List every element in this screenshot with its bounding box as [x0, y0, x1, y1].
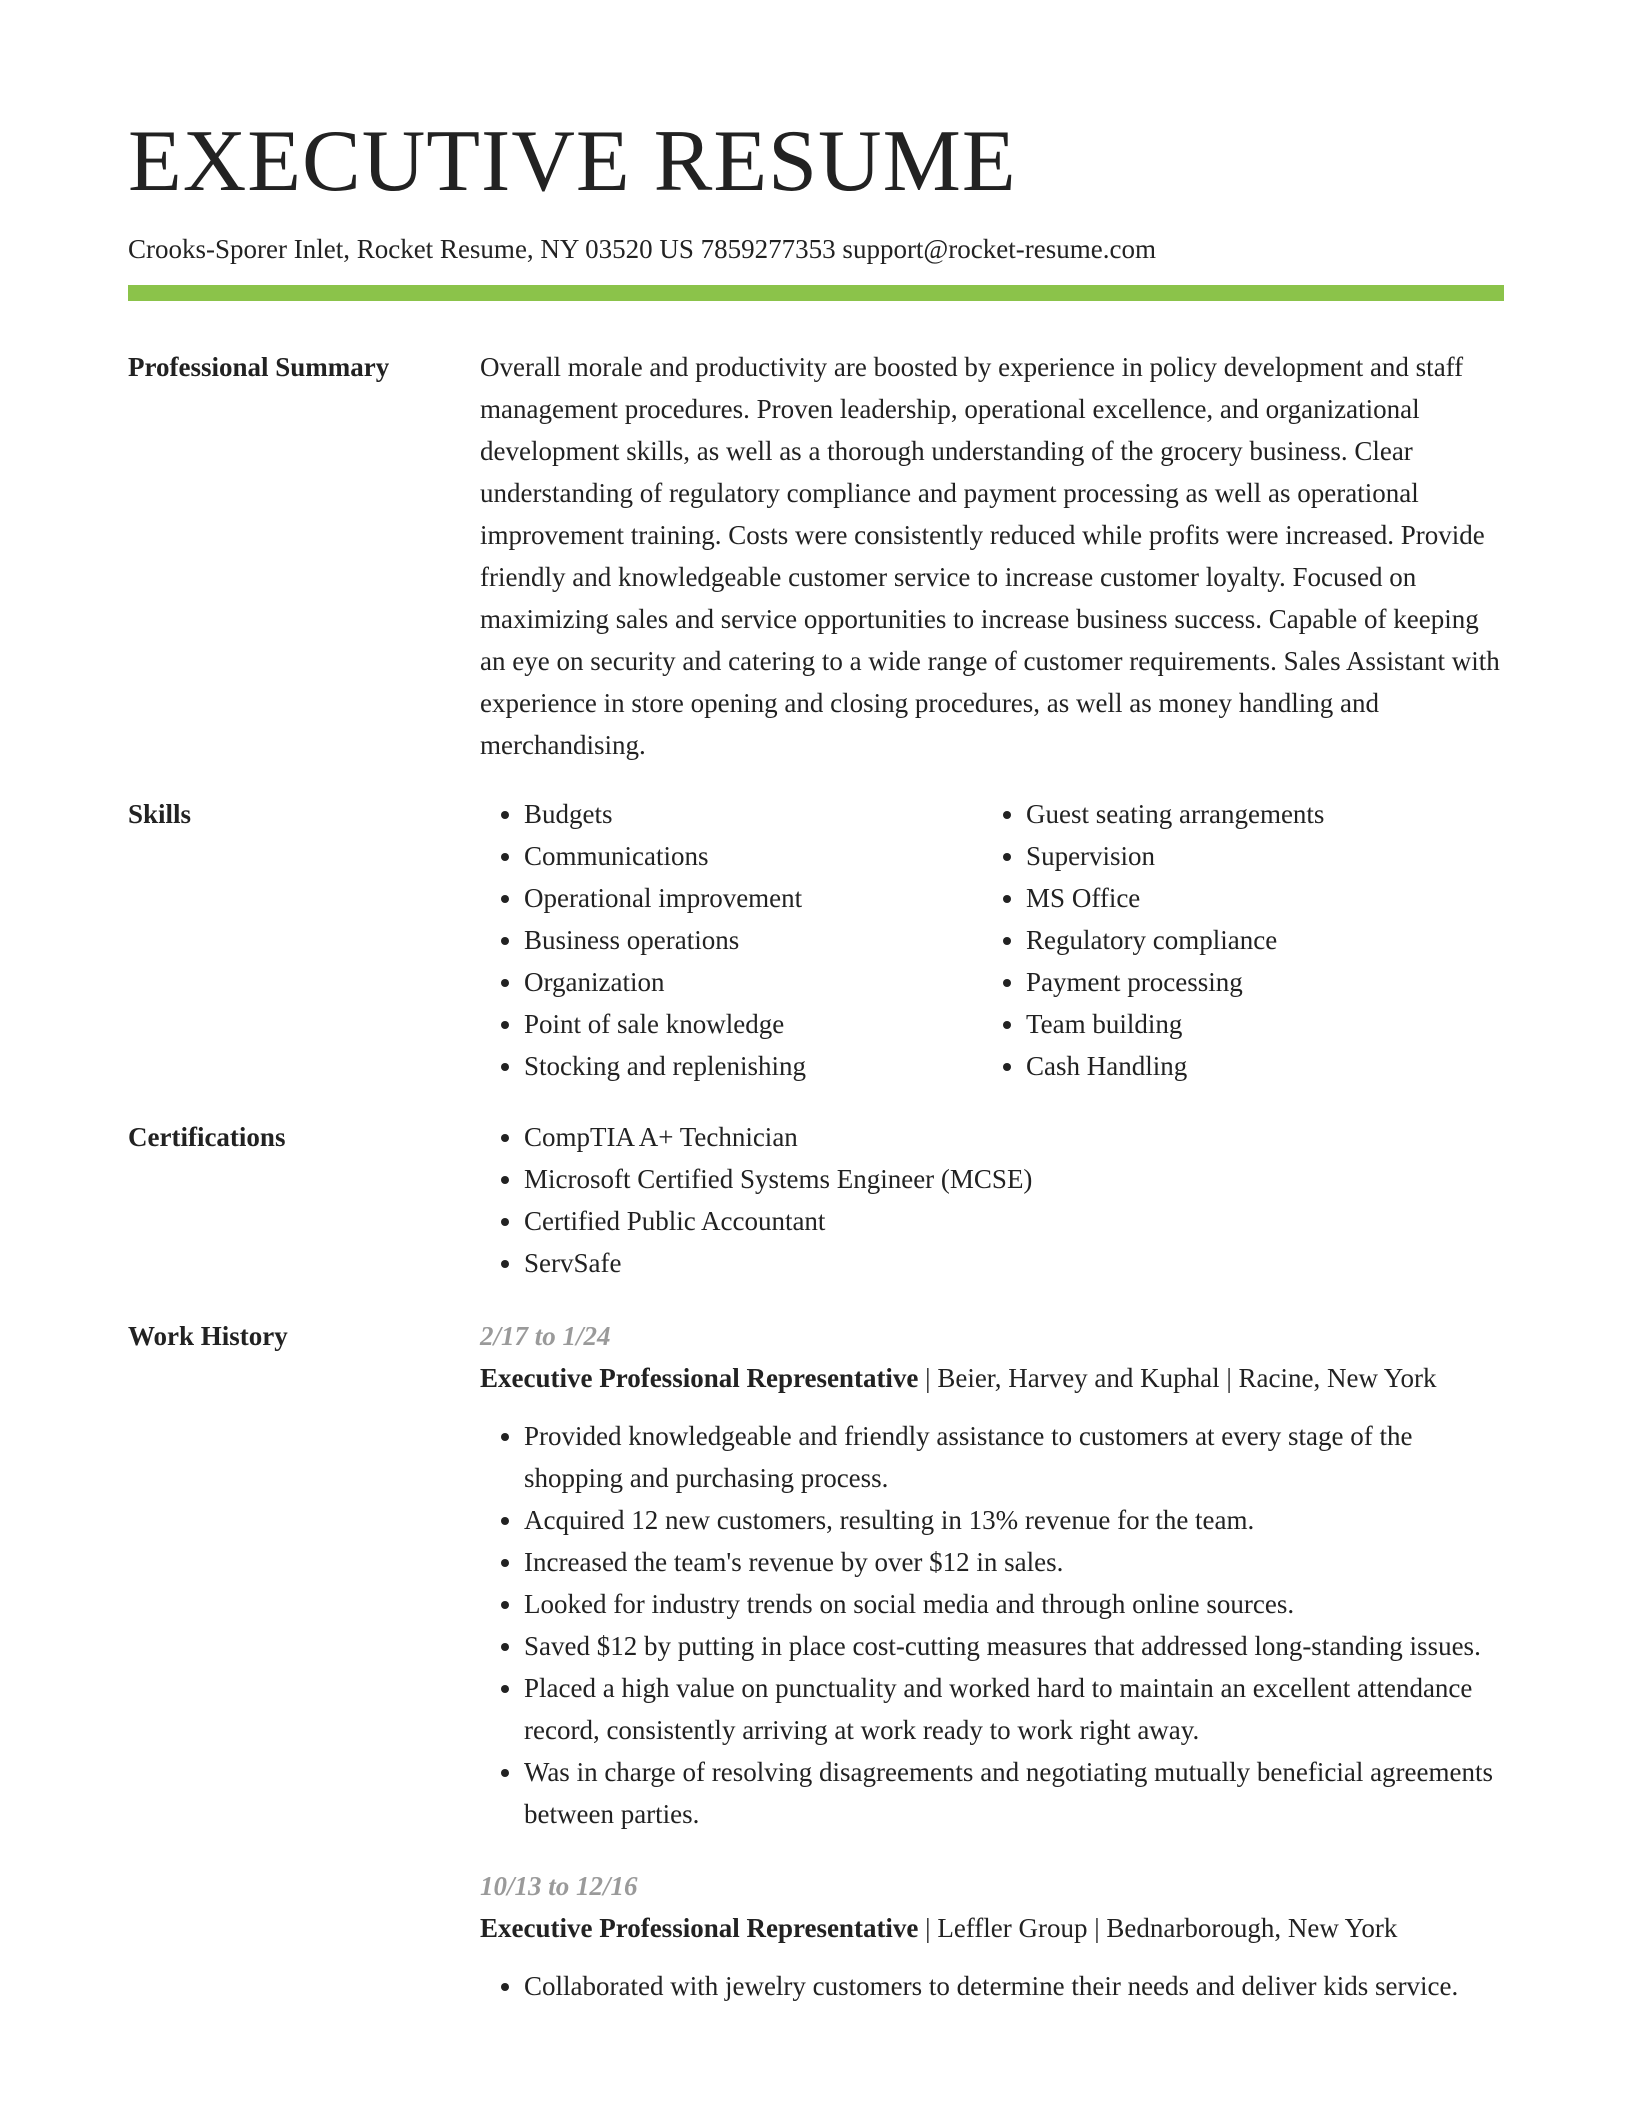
job-entry [480, 1865, 1504, 2007]
job-dates: 10/13 to 12/16 [480, 1871, 638, 1901]
skills-list-right [982, 793, 1504, 1087]
job-details: | Beier, Harvey and Kuphal | Racine, New York [918, 1363, 1437, 1393]
work-history-body [480, 1315, 1504, 2007]
certification-item: • Certified Public Accountant [524, 1200, 1504, 1242]
header-divider [128, 285, 1504, 301]
skill-item: • Communications [524, 835, 982, 877]
job-bullet: • Collaborated with jewelry customers to determine their needs and deliver kids service. [524, 1965, 1504, 2007]
skill-item: • Budgets [524, 793, 982, 835]
contact-line: Crooks-Sporer Inlet, Rocket Resume, NY 03520 US 7859277353 support@rocket-resume.com [128, 234, 1156, 264]
job-heading [480, 1907, 1504, 1949]
job-bullet: • Increased the team's revenue by over $12 in sales. [524, 1541, 1504, 1583]
job-title: Executive Professional Representative [480, 1913, 919, 1943]
skills-body [480, 793, 1504, 1087]
certification-item: • CompTIA A+ Technician [524, 1116, 1504, 1158]
skill-item: • Operational improvement [524, 877, 982, 919]
skills-label: Skills [128, 799, 192, 829]
job-dates: 2/17 to 1/24 [480, 1321, 611, 1351]
skill-item: • Guest seating arrangements [1026, 793, 1504, 835]
summary-body [480, 346, 1504, 766]
job-bullet: • Placed a high value on punctuality and worked hard to maintain an excellent attendance record, consistently arriving at work ready to work right away. [524, 1667, 1504, 1751]
resume-title: EXECUTIVE RESUME [128, 113, 1017, 210]
skill-item: • MS Office [1026, 877, 1504, 919]
skill-item: • Payment processing [1026, 961, 1504, 1003]
job-bullet-list [480, 1415, 1504, 1835]
summary-text: Overall morale and productivity are boosted by experience in policy development and staff management procedures. Proven leadership, operational excellence, and organizational development skills, as well as a thorough understanding of the grocery business. Clear understanding of regulatory compliance and payment processing as well as operational improvement training. Costs were consistently reduced while profits were increased. Provide friendly and knowledgeable customer service to increase customer loyalty. Focused on maximizing sales and service opportunities to increase business success. Capable of keeping an eye on security and catering to a wide range of customer requirements. Sales Assistant with experience in store opening and closing procedures, as well as money handling and merchandising. [480, 352, 1500, 760]
certification-item: • ServSafe [524, 1242, 1504, 1284]
certifications-body [480, 1116, 1504, 1284]
job-bullet: • Provided knowledgeable and friendly assistance to customers at every stage of the shopping and purchasing process. [524, 1415, 1504, 1499]
job-entry [480, 1315, 1504, 1835]
summary-label: Professional Summary [128, 352, 390, 382]
skill-item: • Supervision [1026, 835, 1504, 877]
job-heading [480, 1357, 1504, 1399]
skill-item: • Point of sale knowledge [524, 1003, 982, 1045]
job-title: Executive Professional Representative [480, 1363, 919, 1393]
skill-item: • Cash Handling [1026, 1045, 1504, 1087]
certification-item: • Microsoft Certified Systems Engineer (MCSE) [524, 1158, 1504, 1200]
job-bullet: • Was in charge of resolving disagreements and negotiating mutually beneficial agreements between parties. [524, 1751, 1504, 1835]
skill-item: • Business operations [524, 919, 982, 961]
job-bullet-list [480, 1965, 1504, 2007]
job-bullet: • Looked for industry trends on social media and through online sources. [524, 1583, 1504, 1625]
certifications-list [480, 1116, 1504, 1284]
job-bullet: • Saved $12 by putting in place cost-cutting measures that addressed long-standing issues. [524, 1625, 1504, 1667]
skill-item: • Stocking and replenishing [524, 1045, 982, 1087]
skill-item: • Team building [1026, 1003, 1504, 1045]
work-history-label: Work History [128, 1321, 288, 1351]
job-bullet: • Acquired 12 new customers, resulting in 13% revenue for the team. [524, 1499, 1504, 1541]
skill-item: • Regulatory compliance [1026, 919, 1504, 961]
skills-list-left [480, 793, 982, 1087]
skill-item: • Organization [524, 961, 982, 1003]
job-details: | Leffler Group | Bednarborough, New York [918, 1913, 1398, 1943]
certifications-label: Certifications [128, 1122, 286, 1152]
